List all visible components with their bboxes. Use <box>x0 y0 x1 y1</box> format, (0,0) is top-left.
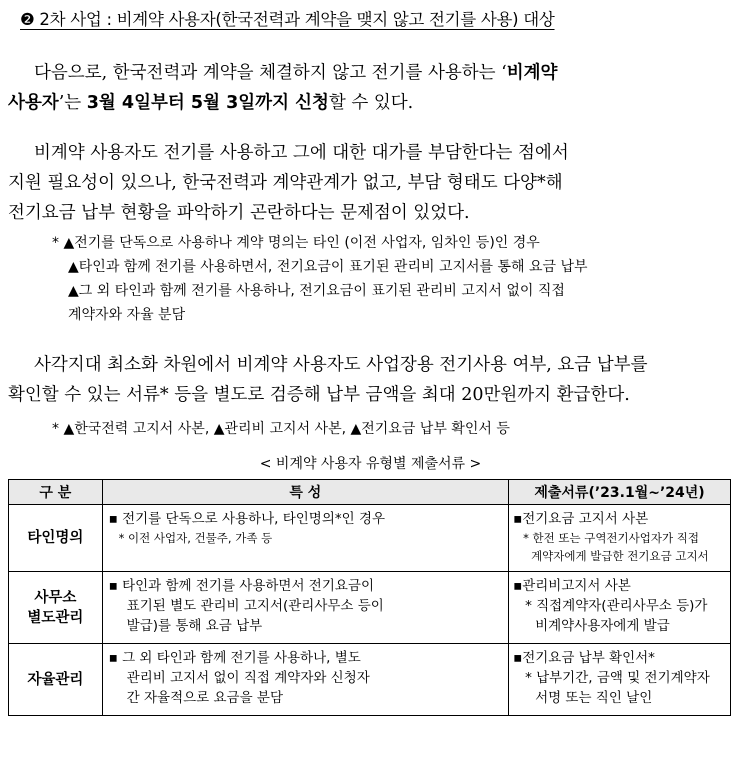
feature-line: 간 자율적으로 요금을 분담 <box>126 690 283 706</box>
paragraph-line <box>8 88 730 118</box>
section-heading: ❷ 2차 사업 : 비계약 사용자(한국전력과 계약을 맺지 않고 전기를 사용) 대상 <box>20 10 555 29</box>
documents-note: 비계약사용자에게 발급 <box>535 618 670 634</box>
documents-line: ▪관리비고지서 사본 <box>513 578 631 594</box>
table-row <box>9 644 731 716</box>
paragraph-line: 비계약 사용자도 전기를 사용하고 그에 대한 대가를 부담한다는 점에서 <box>34 143 569 163</box>
paragraph-line: 지원 필요성이 있으나, 한국전력과 계약관계가 없고, 부담 형태도 다양*해 <box>8 173 563 193</box>
feature-line: ▪ 타인과 함께 전기를 사용하면서 전기요금이 <box>108 578 374 594</box>
documents-cell <box>509 644 731 716</box>
feature-line: ▪ 전기를 단독으로 사용하나, 타인명의*인 경우 <box>108 511 386 527</box>
table-header-row <box>9 480 731 505</box>
category-cell <box>9 572 103 644</box>
paragraph-line: 확인할 수 있는 서류* 등을 별도로 검증해 납부 금액을 최대 20만원까지 환급한다. <box>8 385 630 405</box>
table-caption: < 비계약 사용자 유형별 제출서류 > <box>259 456 482 472</box>
documents-note: * 직접계약자(관리사무소 등)가 <box>525 598 708 614</box>
footnote-types <box>52 231 588 327</box>
column-header-documents: 제출서류(’23.1월~’24년) <box>509 480 731 505</box>
column-header-feature: 특 성 <box>102 480 508 505</box>
documents-note: * 납부기간, 금액 및 전기계약자 <box>525 670 710 686</box>
footnote-line: ▲그 외 타인과 함께 전기를 사용하나, 전기요금이 표기된 관리비 고지서 없이 직접 <box>68 283 565 299</box>
documents-cell <box>509 505 731 572</box>
text-run: 다음으로, 한국전력과 계약을 체결하지 않고 전기를 사용하는 ‘ <box>34 63 507 83</box>
emphasis-date: 3월 4일부터 5월 3일까지 신청 <box>86 93 329 113</box>
category-cell: 타인명의 <box>9 505 103 572</box>
emphasis-text: 사용자 <box>8 93 59 113</box>
footnote-line: ▲타인과 함께 전기를 사용하면서, 전기요금이 표기된 관리비 고지서를 통해 요금 납부 <box>68 259 588 275</box>
column-header-category: 구 분 <box>9 480 103 505</box>
submission-documents-table <box>8 479 731 716</box>
category-cell: 자율관리 <box>9 644 103 716</box>
feature-cell <box>102 505 508 572</box>
paragraph-line <box>8 58 730 88</box>
table-row <box>9 505 731 572</box>
documents-line: ▪전기요금 고지서 사본 <box>513 511 649 527</box>
feature-line: ▪ 그 외 타인과 함께 전기를 사용하나, 별도 <box>108 650 361 666</box>
feature-note: * 이전 사업자, 건물주, 가족 등 <box>118 531 273 545</box>
feature-cell <box>102 572 508 644</box>
paragraph-line: 전기요금 납부 현황을 파악하기 곤란하다는 문제점이 있었다. <box>8 203 470 223</box>
feature-line: 관리비 고지서 없이 직접 계약자와 신청자 <box>126 670 370 686</box>
table-row <box>9 572 731 644</box>
documents-note: * 한전 또는 구역전기사업자가 직접 <box>523 531 699 545</box>
documents-cell <box>509 572 731 644</box>
emphasis-text: 비계약 <box>506 63 558 83</box>
text-run: ’는 <box>58 93 87 113</box>
footnote-line: * ▲한국전력 고지서 사본, ▲관리비 고지서 사본, ▲전기요금 납부 확인서 등 <box>52 421 510 437</box>
category-line: 별도관리 <box>27 609 84 626</box>
paragraph-line: 사각지대 최소화 차원에서 비계약 사용자도 사업장용 전기사용 여부, 요금 납부를 <box>34 355 648 375</box>
footnote-line: * ▲전기를 단독으로 사용하나 계약 명의는 타인 (이전 사업자, 임차인 등)인 경우 <box>52 235 540 251</box>
documents-line: ▪전기요금 납부 확인서* <box>513 650 655 666</box>
paragraph-application <box>8 58 730 118</box>
footnote-documents <box>52 417 510 441</box>
feature-line: 발급)를 통해 요금 납부 <box>126 618 263 634</box>
paragraph-refund <box>8 350 730 410</box>
documents-note: 서명 또는 직인 날인 <box>535 690 653 706</box>
text-run: 할 수 있다. <box>328 93 414 113</box>
footnote-line: 계약자와 자율 분담 <box>68 307 186 323</box>
feature-line: 표기된 별도 관리비 고지서(관리사무소 등이 <box>126 598 384 614</box>
documents-note: 계약자에게 발급한 전기요금 고지서 <box>531 549 709 563</box>
paragraph-problem <box>8 138 730 228</box>
feature-cell <box>102 644 508 716</box>
category-line: 사무소 <box>34 589 77 606</box>
